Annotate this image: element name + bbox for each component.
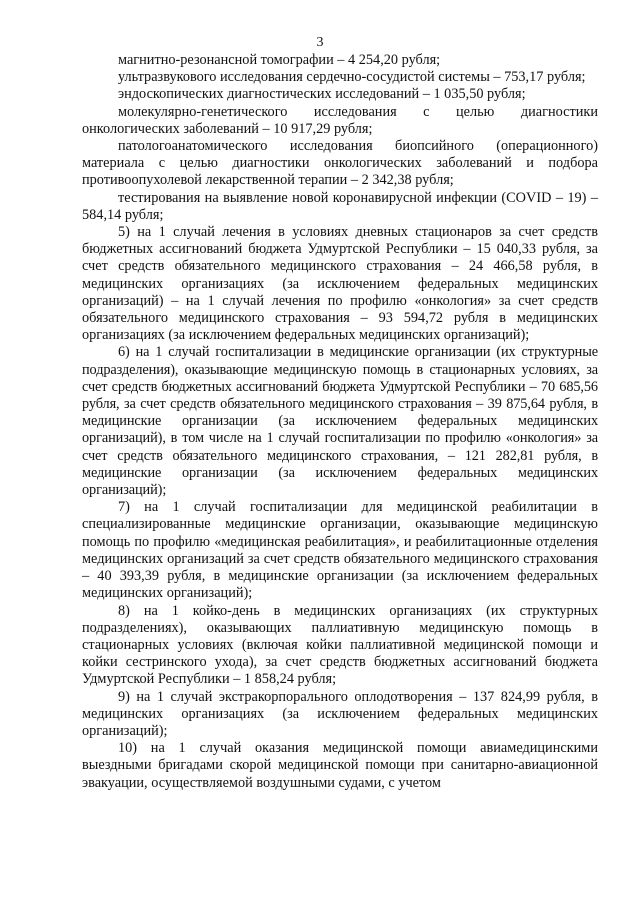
paragraph-endoscopy-cost: эндоскопических диагностических исследований – 1 035,50 рубля;	[118, 86, 526, 103]
paragraph-item-7-rehabilitation: 7) на 1 случай госпитализации для медицинской реабилитации в специализированные медицинские организации, оказывающие медицинскую помощь по профилю «медицинская реабилитация», и реабилитационные отделения медицинских организаций за счет средств обязательного медицинского страхования – 40 393,39 рубля, в медицинские организации (за исключением федеральных медицинских организаций);	[82, 499, 598, 602]
paragraph-pathology-cost: патологоанатомического исследования биопсийного (операционного) материала с целью диагностики онкологических заболеваний и подбора противоопухолевой лекарственной терапии – 2 342,38 рубля;	[82, 138, 598, 189]
paragraph-covid-testing-cost: тестирования на выявление новой коронавирусной инфекции (COVID – 19) – 584,14 рубля;	[82, 189, 598, 223]
paragraph-mri-cost: магнитно-резонансной томографии – 4 254,20 рубля;	[118, 52, 441, 68]
paragraph-item-5-day-hospital: 5) на 1 случай лечения в условиях дневных стационаров за счет средств бюджетных ассигнований бюджета Удмуртской Республики – 15 040,33 рубля, за счет средств обязательного медицинского страхования – 24 466,58 рубля, в медицинских организациях (за исключением федеральных медицинских организаций) – на 1 случай лечения по профилю «онкология» за счет средств обязательного медицинского страхования – 93 594,72 рубля в медицинских организациях (за исключением федеральных медицинских организаций);	[82, 224, 598, 344]
paragraph-ultrasound-cost: ультразвукового исследования сердечно-сосудистой системы – 753,17 рубля;	[118, 69, 586, 86]
paragraph-molecular-genetic-cost: молекулярно-генетического исследования с целью диагностики онкологических заболеваний – 10 917,29 рубля;	[82, 103, 598, 137]
paragraph-item-9-ivf: 9) на 1 случай экстракорпорального оплодотворения – 137 824,99 рубля, в медицинских организациях (за исключением федеральных медицинских организаций);	[82, 688, 598, 739]
paragraph-item-10-air-ambulance: 10) на 1 случай оказания медицинской помощи авиамедицинскими выездными бригадами скорой медицинской помощи при санитарно-авиационной эвакуации, осуществляемой воздушными судами, с учетом	[82, 740, 598, 791]
document-body	[82, 52, 598, 792]
paragraph-item-8-palliative: 8) на 1 койко-день в медицинских организациях (их структурных подразделениях), оказывающих паллиативную медицинскую помощь в стационарных условиях (включая койки паллиативной медицинской помощи и койки сестринского ухода), за счет средств бюджетных ассигнований бюджета Удмуртской Республики – 1 858,24 рубля;	[82, 602, 598, 688]
page-number: 3	[316, 35, 324, 50]
paragraph-item-6-hospitalization: 6) на 1 случай госпитализации в медицинские организации (их структурные подразделения), оказывающие медицинскую помощь в стационарных условиях, за счет средств бюджетных ассигнований бюджета Удмуртской Республики – 70 685,56 рубля, за счет средств обязательного медицинского страхования – 39 875,64 рубля, в медицинские организации (за исключением федеральных медицинских организаций), в том числе на 1 случай госпитализации по профилю «онкология» за счет средств обязательного медицинского страхования, – 121 282,81 рубля, в медицинские организации (за исключением федеральных медицинских организаций);	[82, 344, 598, 499]
